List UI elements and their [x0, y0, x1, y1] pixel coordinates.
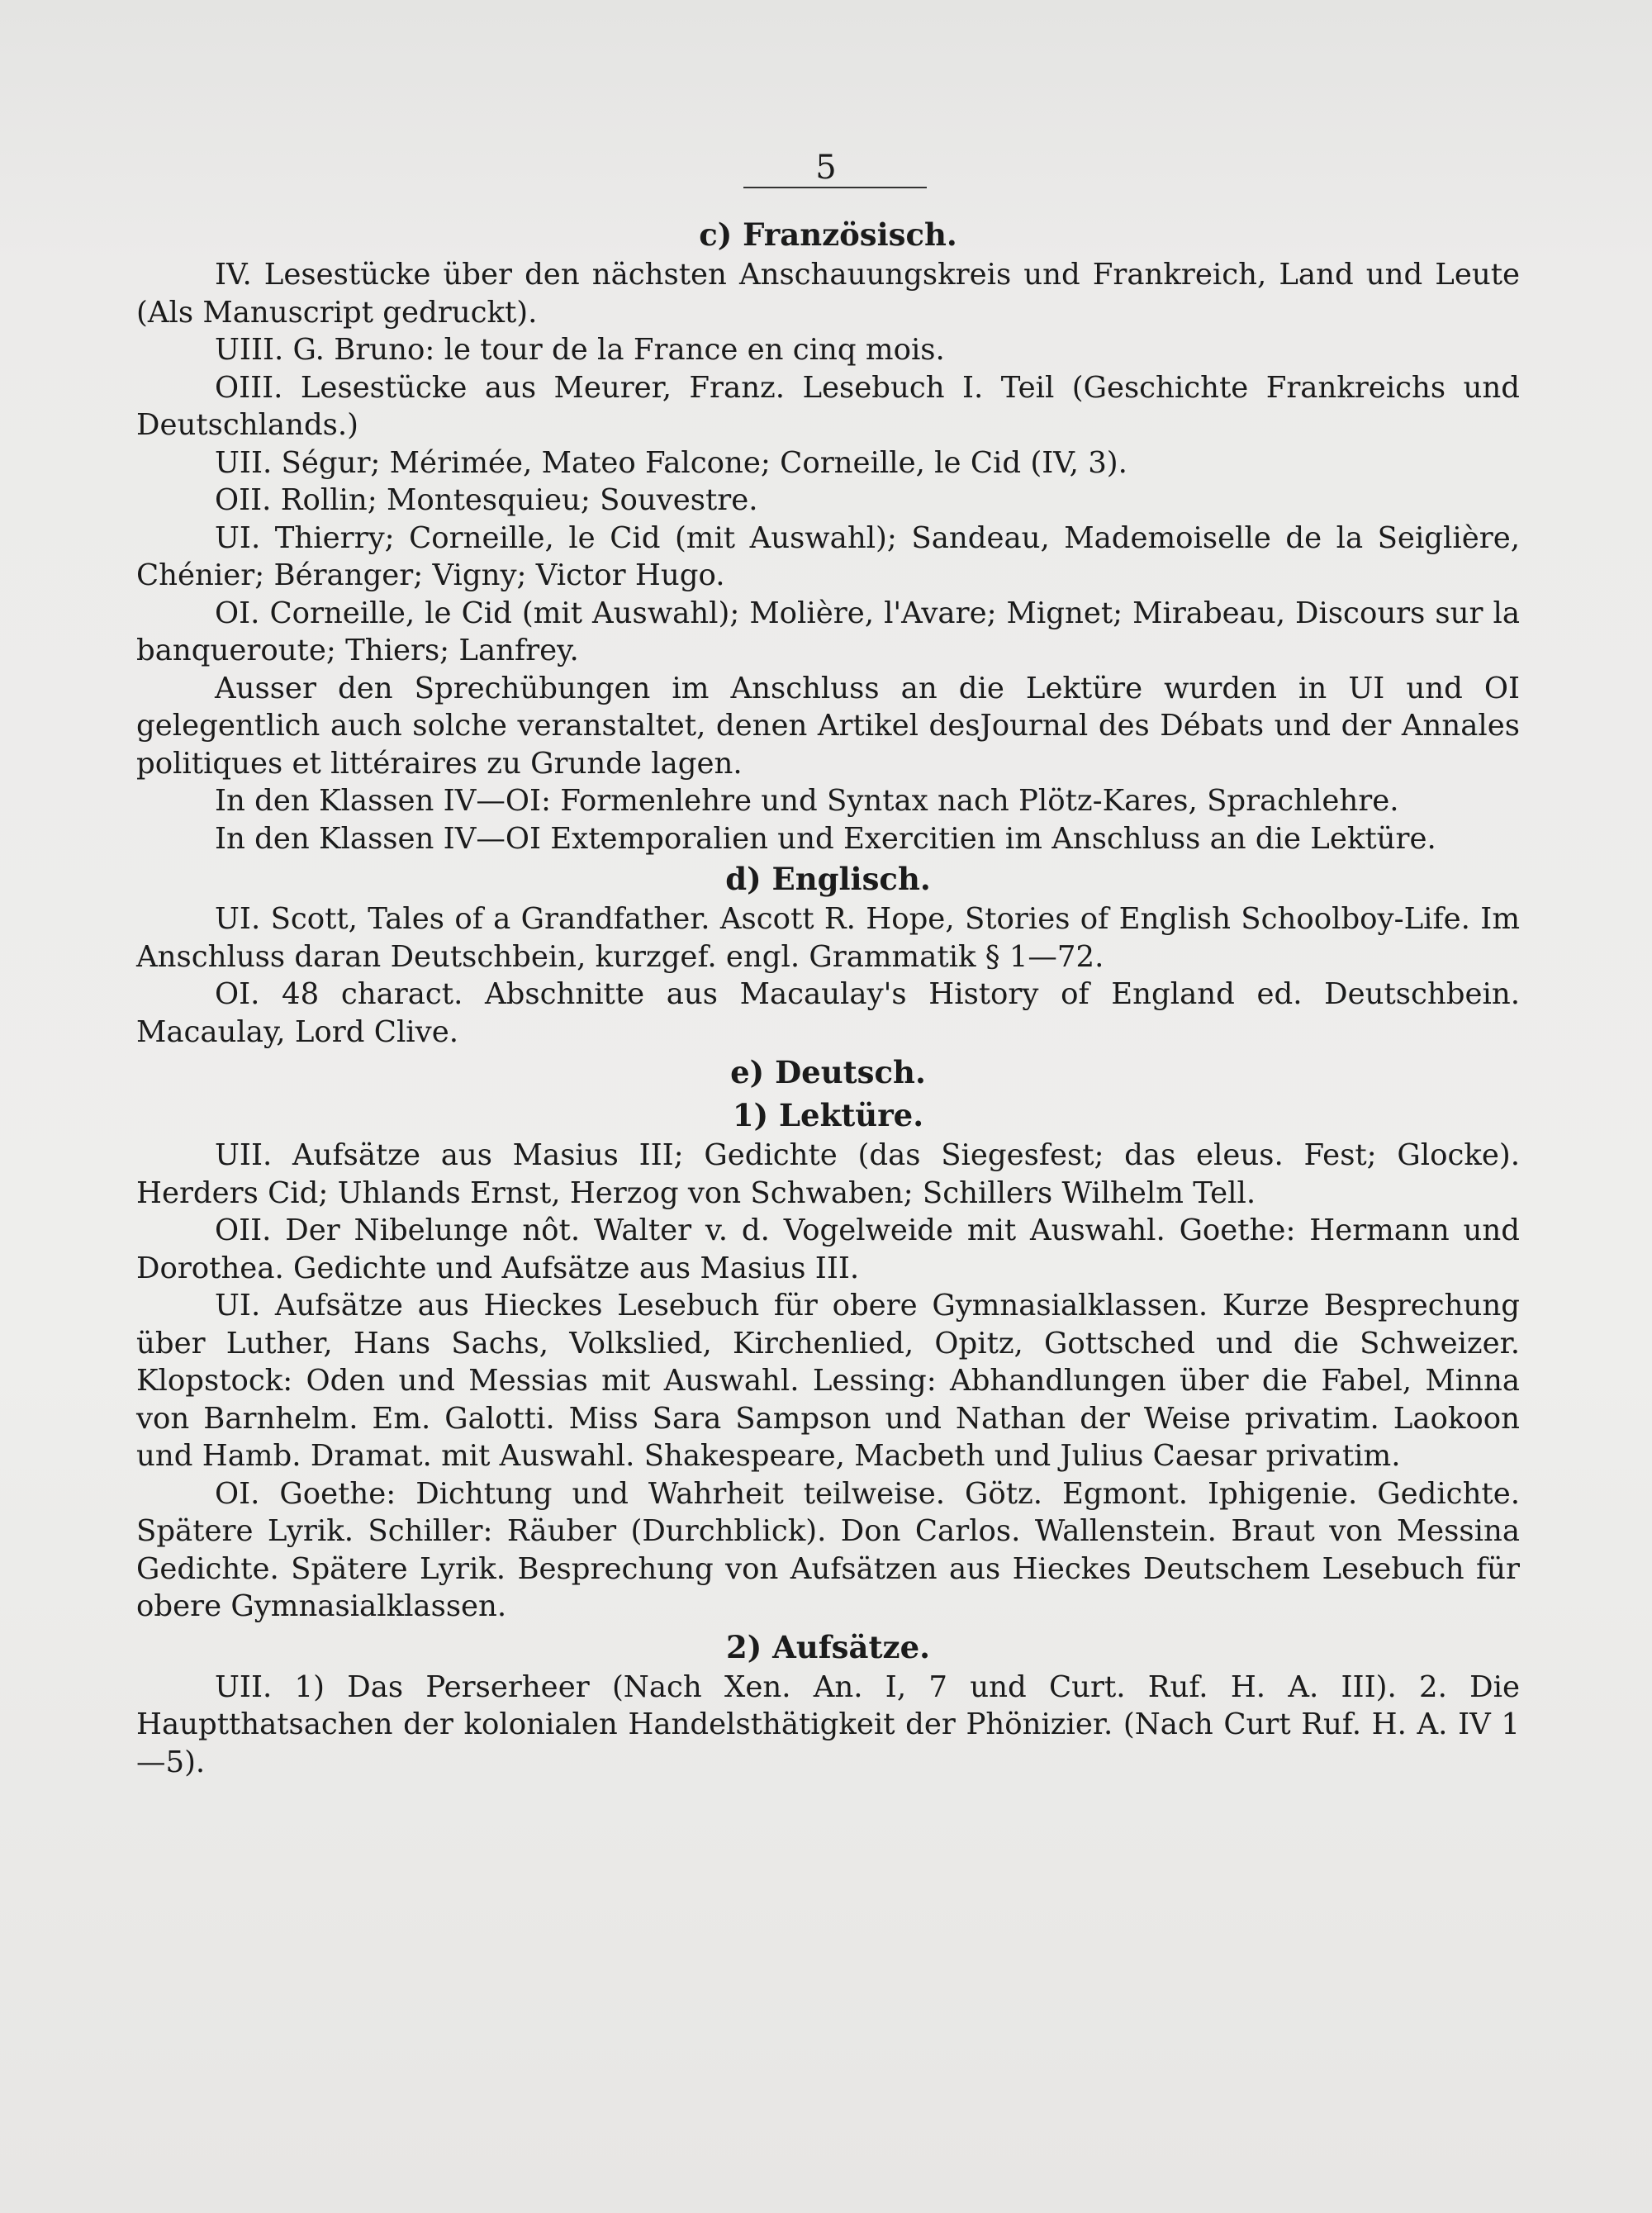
- paragraph: UII. 1) Das Perserheer (Nach Xen. An. I, 7 und Curt. Ruf. H. A. III). 2. Die Hauptthatsachen der kolonialen Handelsthätigkeit der Phönizier. (Nach Curt Ruf. H. A. IV 1—5).: [136, 1669, 1520, 1779]
- paragraph: UI. Scott, Tales of a Grandfather. Ascott R. Hope, Stories of English Schoolboy-Life. Im Anschluss daran Deutschbein, kurzgef. engl. Grammatik § 1—72.: [136, 902, 1520, 974]
- header-rule: [743, 187, 927, 188]
- paragraph: In den Klassen IV—OI: Formenlehre und Syntax nach Plötz-Kares, Sprachlehre.: [215, 784, 1399, 818]
- heading-aufsaetze: 2) Aufsätze.: [726, 1628, 930, 1665]
- heading-franzoesisch: c) Französisch.: [699, 216, 957, 253]
- paragraph: OII. Rollin; Montesquieu; Souvestre.: [215, 483, 758, 517]
- page-content: [136, 213, 1520, 1781]
- paragraph: OI. Goethe: Dichtung und Wahrheit teilweise. Götz. Egmont. Iphigenie. Gedichte. Spätere Lyrik. Schiller: Räuber (Durchblick). Don Carlos. Wallenstein. Braut von Messina Gedichte. Spätere Lyrik. Besprechung von Aufsätzen aus Hieckes Deutschem Lesebuch für obere Gymnasialklassen.: [136, 1476, 1520, 1623]
- paragraph: UII. Ségur; Mérimée, Mateo Falcone; Corneille, le Cid (IV, 3).: [215, 445, 1127, 480]
- paragraph: OI. Corneille, le Cid (mit Auswahl); Molière, l'Avare; Mignet; Mirabeau, Discours sur la banqueroute; Thiers; Lanfrey.: [136, 596, 1520, 667]
- heading-englisch: d) Englisch.: [725, 861, 931, 897]
- paragraph: OI. 48 charact. Abschnitte aus Macaulay's History of England ed. Deutschbein. Macaulay, Lord Clive.: [136, 977, 1520, 1049]
- paragraph: OII. Der Nibelunge nôt. Walter v. d. Vogelweide mit Auswahl. Goethe: Hermann und Dorothea. Gedichte und Aufsätze aus Masius III.: [136, 1213, 1520, 1285]
- paragraph: UI. Thierry; Corneille, le Cid (mit Auswahl); Sandeau, Mademoiselle de la Seiglière, Chénier; Béranger; Vigny; Victor Hugo.: [136, 520, 1520, 592]
- paragraph: UIII. G. Bruno: le tour de la France en cinq mois.: [215, 333, 945, 367]
- page-number: 5: [815, 149, 837, 187]
- paragraph: In den Klassen IV—OI Extemporalien und Exercitien im Anschluss an die Lektüre.: [215, 821, 1436, 856]
- paragraph: UII. Aufsätze aus Masius III; Gedichte (das Siegesfest; das eleus. Fest; Glocke). Herders Cid; Uhlands Ernst, Herzog von Schwaben; Schillers Wilhelm Tell.: [136, 1138, 1520, 1210]
- heading-lektuere: 1) Lektüre.: [732, 1097, 924, 1133]
- heading-deutsch: e) Deutsch.: [730, 1054, 926, 1090]
- paragraph: UI. Aufsätze aus Hieckes Lesebuch für obere Gymnasialklassen. Kurze Besprechung über Luther, Hans Sachs, Volkslied, Kirchenlied, Opitz, Gottsched und die Schweizer. Klopstock: Oden und Messias mit Auswahl. Lessing: Abhandlungen über die Fabel, Minna von Barnhelm. Em. Galotti. Miss Sara Sampson und Nathan der Weise privatim. Laokoon und Hamb. Dramat. mit Auswahl. Shakespeare, Macbeth und Julius Caesar privatim.: [136, 1289, 1520, 1473]
- paragraph: OIII. Lesestücke aus Meurer, Franz. Lesebuch I. Teil (Geschichte Frankreichs und Deutschlands.): [136, 370, 1520, 442]
- paragraph: Ausser den Sprechübungen im Anschluss an die Lektüre wurden in UI und OI gelegentlich auch solche veranstaltet, denen Artikel desJournal des Débats und der Annales politiques et littéraires zu Grunde lagen.: [136, 671, 1520, 781]
- paragraph: IV. Lesestücke über den nächsten Anschauungskreis und Frankreich, Land und Leute (Als Manuscript gedruckt).: [136, 258, 1520, 330]
